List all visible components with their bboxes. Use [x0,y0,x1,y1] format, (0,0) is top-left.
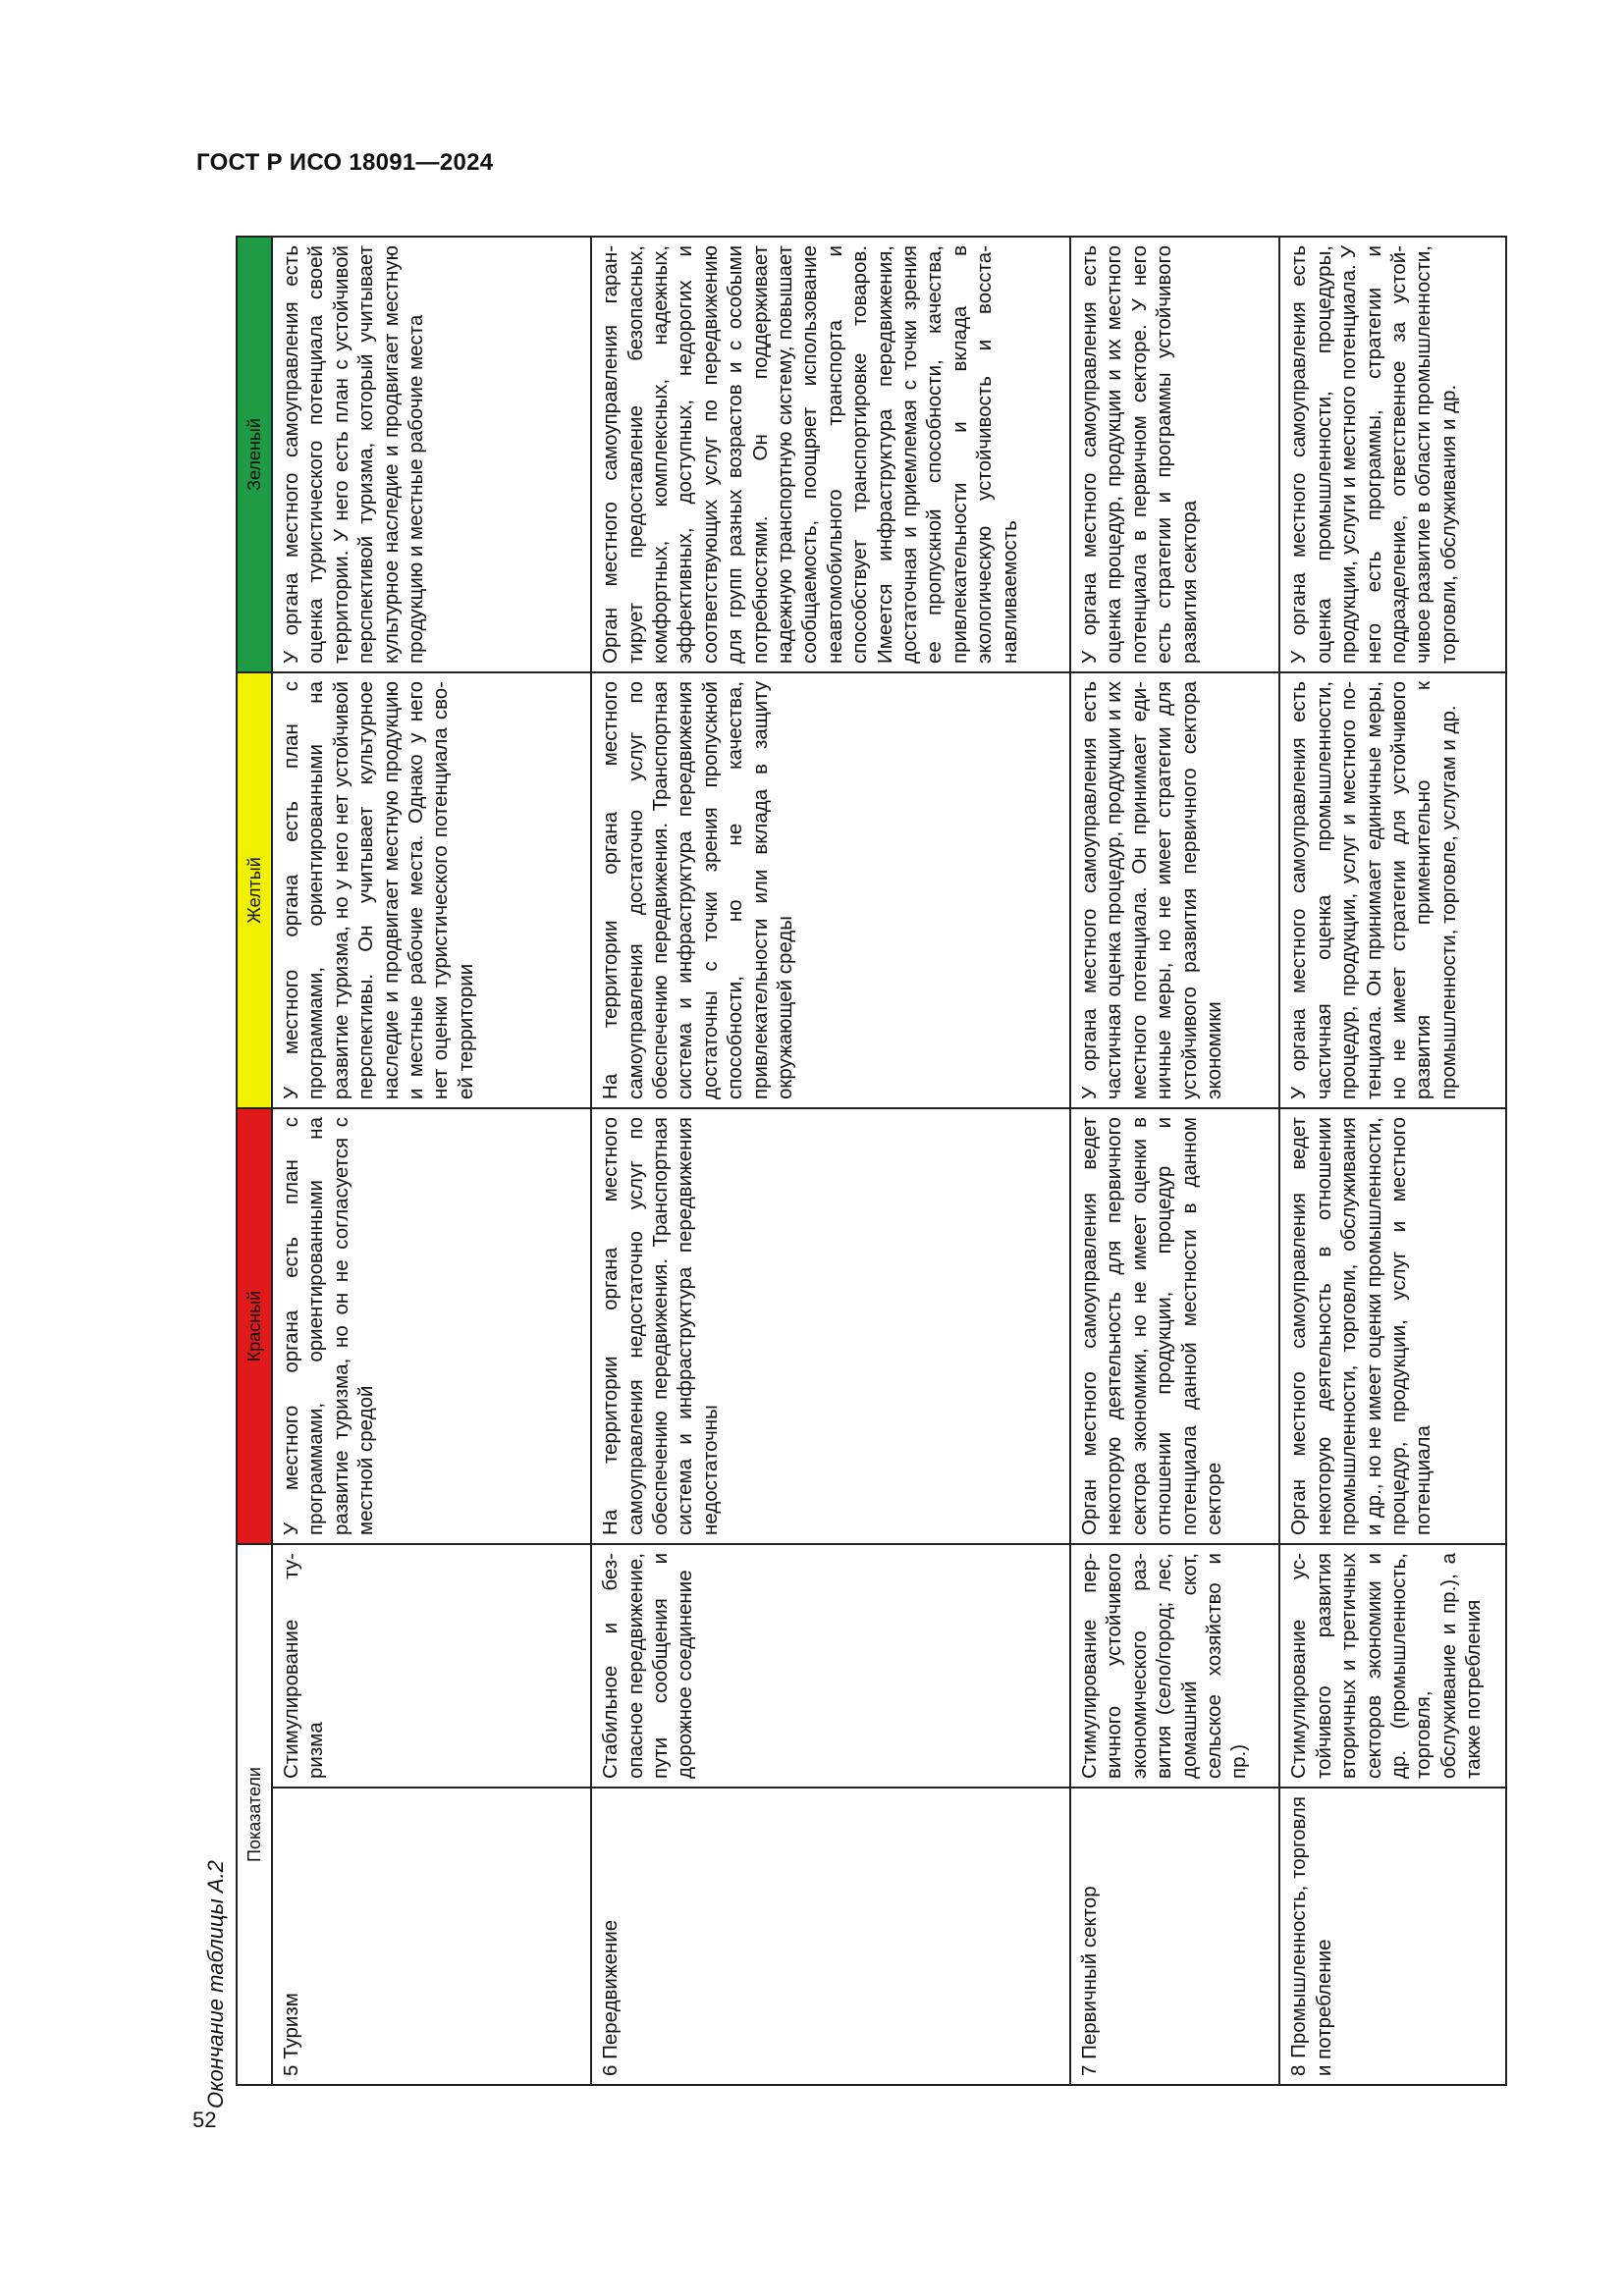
row-yellow-cell: На территории органа местного самоуправления достаточно услуг по обеспечению передвижения. Транспортная система и инфраструктура передвижения достаточны с точки зрения пропускной способности, но не качества, привлекательности или вклада в защиту окружающей среды [591,672,1070,1108]
header-red: Красный [237,1108,272,1544]
table-row [1279,237,1506,2085]
row-indicator-cell: Стимулирование первичного устойчивого экономического развития (село/город; лес, домашний скот, сельское хозяйство и пр.) [1070,1544,1279,1788]
row-indicator-cell: Стимулирование туризма [272,1544,591,1788]
document-header: ГОСТ Р ИСО 18091—2024 [196,149,494,176]
row-group-cell: 8 Промышленность, торговля и потребление [1279,1788,1506,2085]
table-row [272,237,591,2085]
row-red-cell: Орган местного самоуправления ведет некоторую деятельность в отношении промышленности, торговли, обслуживания и др., но не имеет оценки промышленности, процедур, продукции, услуг и местного потенциала [1279,1108,1506,1544]
row-red-cell: Орган местного самоуправления ведет некоторую деятельность для первичного сектора экономики, но не имеет оценки в отношении продукции, процедур и потенциала данной местности в данном секторе [1070,1108,1279,1544]
row-yellow-cell: У местного органа есть план с программами, ориентированными на развитие туризма, но у него нет устойчивой перспективы. Он учитывает культурное наследие и продвигает местную продукцию и местные рабочие места. Однако у него нет оценки туристического потенциала своей территории [272,672,591,1108]
row-yellow-cell: У органа местного самоуправления есть частичная оценка промышленности, процедур, продукции, услуг и местного потенциала. Он принимает единичные меры, но не имеет стратегии для устойчивого развития применительно к промышленности, торговле, услугам и др. [1279,672,1506,1108]
row-red-cell: На территории органа местного самоуправления недостаточно услуг по обеспечению передвижения. Транспортная система и инфраструктура передвижения недостаточны [591,1108,1070,1544]
indicators-table [236,236,1507,2086]
row-green-cell: У органа местного самоуправления есть оценка промышленности, процедуры, продукции, услуги и местного потенциала. У него есть программы, стратегии и подразделение, ответственное за устойчивое развитие в области промышленности, торговли, обслуживания и др. [1279,237,1506,672]
table-header-row [237,237,272,2085]
row-indicator-cell: Стимулирование устойчивого развития вторичных и третичных секторов экономики и др. (промышленность, торговля, обслуживание и пр.), а также потребления [1279,1544,1506,1788]
rotated-table-container [236,236,1507,2086]
row-group-cell: 5 Туризм [272,1788,591,2085]
table-row [1070,237,1279,2085]
row-green-cell: Орган местного самоуправления гарантирует предоставление безопасных, комфортных, комплексных, надежных, эффективных, доступных, недорогих и соответствующих услуг по передвижению для групп разных возрастов и с особыми потребностями. Он поддерживает надежную транспортную систему, повышает сообщаемость, поощряет использование неавтомобильного транспорта и способствует транспортировке товаров. Имеется инфраструктура передвижения, достаточная и приемлемая с точки зрения ее пропускной способности, качества, привлекательности и вклада в экологическую устойчивость и восстанавливаемость [591,237,1070,672]
row-indicator-cell: Стабильное и безопасное передвижение, пути сообщения и дорожное соединение [591,1544,1070,1788]
row-yellow-cell: У органа местного самоуправления есть частичная оценка процедур, продукции и их местного потенциала. Он принимает единичные меры, но не имеет стратегии для устойчивого развития первичного сектора экономики [1070,672,1279,1108]
header-yellow: Желтый [237,672,272,1108]
row-green-cell: У органа местного самоуправления есть оценка процедур, продукции и их местного потенциала в первичном секторе. У него есть стратегии и программы устойчивого развития сектора [1070,237,1279,672]
table-continuation-caption: Окончание таблицы А.2 [203,1860,228,2109]
row-group-cell: 7 Первичный сектор [1070,1788,1279,2085]
table-row [591,237,1070,2085]
row-red-cell: У местного органа есть план с программами, ориентированными на развитие туризма, но он не согласуется с местной средой [272,1108,591,1544]
row-green-cell: У органа местного самоуправления есть оценка туристического потенциала своей территории. У него есть план с устойчивой перспективой туризма, который учитывает культурное наследие и продвигает местную продукцию и местные рабочие места [272,237,591,672]
row-group-cell: 6 Передвижение [591,1788,1070,2085]
page-number: 52 [192,2108,217,2132]
header-indicators: Показатели [237,1544,272,2085]
header-green: Зеленый [237,237,272,672]
